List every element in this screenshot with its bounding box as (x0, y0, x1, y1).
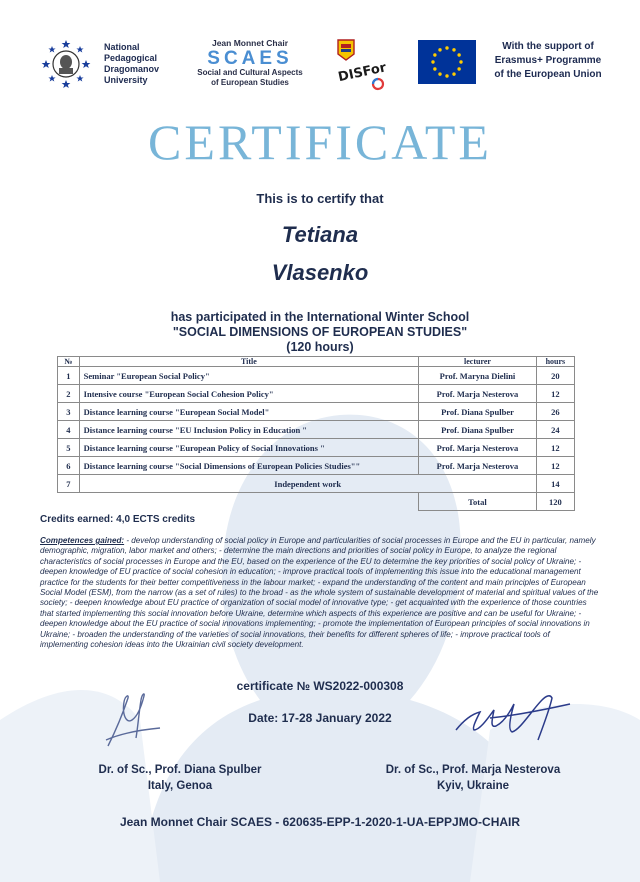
total-label: Total (419, 493, 537, 511)
eu-star-icon (438, 72, 441, 75)
table-row-independent-work (58, 475, 575, 493)
header-logos (40, 34, 610, 94)
signer-name: Dr. of Sc., Prof. Diana Spulber (98, 764, 262, 776)
table-row (58, 439, 575, 457)
signer-name: Dr. of Sc., Prof. Marja Nesterova (385, 764, 561, 776)
row-lecturer: Prof. Maryna Dielini (419, 367, 537, 385)
jean-monnet-chair-label: Jean Monnet Chair (211, 38, 289, 48)
row-num: 3 (58, 403, 80, 421)
recipient-last-name: Vlasenko (271, 260, 369, 285)
signature-nesterova (450, 690, 575, 745)
row-lecturer: Prof. Diana Spulber (419, 403, 537, 421)
signature-spulber (98, 690, 168, 750)
eu-star-icon (438, 48, 441, 51)
row-title: Distance learning course "EU Inclusion Policy in Education " (79, 421, 419, 439)
university-name: National Pedagogical Dragomanov University (104, 42, 160, 85)
eu-star-icon (445, 74, 448, 77)
row-hours: 12 (536, 439, 574, 457)
row-title: Distance learning course "Social Dimensions of European Policies Studies"" (79, 457, 419, 475)
row-num: 1 (58, 367, 80, 385)
signer-location: Kyiv, Ukraine (436, 780, 509, 792)
erasmus-support-text: With the support of Erasmus+ Programme of the European Union (494, 41, 602, 80)
certify-text: This is to certify that (256, 191, 384, 206)
table-row (58, 421, 575, 439)
eu-star-icon (457, 53, 460, 56)
jean-monnet-logo (190, 38, 310, 88)
eu-star-icon (445, 46, 448, 49)
participation-statement: has participated in the International Winter School "SOCIAL DIMENSIONS OF EUROPEAN STUDIES" (120 hours) (170, 310, 470, 354)
disfor-logo-text: DISFor (336, 60, 388, 86)
eu-star-icon (433, 67, 436, 70)
row-hours: 12 (536, 385, 574, 403)
row-title: Distance learning course "European Policy of Social Innovations " (79, 439, 419, 457)
column-header-title: Title (79, 357, 419, 367)
eu-star-icon (452, 72, 455, 75)
table-row (58, 403, 575, 421)
row-title: Intensive course "European Social Cohesion Policy" (79, 385, 419, 403)
courses-table (57, 356, 575, 511)
row-title: Seminar "European Social Policy" (79, 367, 419, 385)
certificate-title: CERTIFICATE (148, 114, 492, 170)
total-hours: 120 (536, 493, 574, 511)
row-lecturer: Prof. Marja Nesterova (419, 385, 537, 403)
competences-text: - develop understanding of social policy in Europe and particularities of social processes in Europe and the EU in particular, namely demographic, migration, labor market and others; - determine the main directions and priorities of social policy in Europe, to analyze the regional characteristics of social processes in Europe and the EU, based on the experience of the EU to determine the key priorities of social policy of Ukraine; - deepen knowledge of EU practice of social cohesion in education; - improve practical tools of implementing this issue into the educational management practice for the students for their better competitiveness in the labour market; - expand the understanding of the content and main principles of European Social Model (ESM), from the narrow (as a set of rules) to the broad - as the whole system of sustainable development of material and spiritual values of the society; - deepen knowledge about EU practice of organization of social model of innovative type; - get acquainted with the experience of those countries that started implementing this social innovation before Ukraine, determine which aspects of this experience are positive and can be useful for Ukraine; - deepen knowledge about the EU practice of social innovations implementing; - promote the implementation of European principles of social innovations in Ukraine; - broaden the understanding of the varieties of social innovations, their benefits for different spheres of life; - improve practical tools of implementing cohesion ideas into the Ukrainian civil society development. (40, 536, 599, 650)
certificate-date: Date: 17-28 January 2022 (248, 711, 392, 725)
row-num: 2 (58, 385, 80, 403)
table-row (58, 367, 575, 385)
eu-star-icon (431, 60, 434, 63)
signer-spulber (70, 762, 290, 794)
table-row-total (58, 493, 575, 511)
signer-nesterova (358, 762, 588, 794)
row-hours: 14 (536, 475, 574, 493)
row-num: 5 (58, 439, 80, 457)
row-hours: 12 (536, 457, 574, 475)
footer-project-code: Jean Monnet Chair SCAES - 620635-EPP-1-2020-1-UA-EPPJMO-CHAIR (119, 815, 521, 829)
row-lecturer: Prof. Marja Nesterova (419, 439, 537, 457)
signer-location: Italy, Genoa (147, 780, 213, 792)
competences-paragraph (40, 536, 600, 650)
row-title: Independent work (79, 475, 536, 493)
column-header-num: № (58, 357, 80, 367)
column-header-lecturer: lecturer (419, 357, 537, 367)
recipient-first-name: Tetiana (281, 222, 359, 247)
eu-star-icon (433, 53, 436, 56)
certificate-number: certificate № WS2022-000308 (236, 679, 404, 693)
row-lecturer: Prof. Diana Spulber (419, 421, 537, 439)
eu-flag-icon (418, 40, 476, 84)
row-lecturer: Prof. Marja Nesterova (419, 457, 537, 475)
row-num: 7 (58, 475, 80, 493)
scaes-subtitle: Social and Cultural Aspects of European Studies (197, 68, 303, 87)
row-hours: 26 (536, 403, 574, 421)
column-header-hours: hours (536, 357, 574, 367)
eu-star-icon (452, 48, 455, 51)
row-hours: 24 (536, 421, 574, 439)
table-header-row (58, 357, 575, 367)
disfor-logo-icon (334, 36, 398, 92)
row-num: 6 (58, 457, 80, 475)
table-row (58, 385, 575, 403)
competences-label: Competences gained: (40, 536, 125, 545)
row-title: Distance learning course "European Social Model" (79, 403, 419, 421)
table-row (58, 457, 575, 475)
scaes-logo-text: SCAES (207, 48, 293, 69)
university-seal-icon (40, 38, 92, 90)
row-num: 4 (58, 421, 80, 439)
row-hours: 20 (536, 367, 574, 385)
eu-star-icon (457, 67, 460, 70)
eu-star-icon (459, 60, 462, 63)
credits-earned: Credits earned: 4,0 ECTS credits (40, 514, 196, 525)
